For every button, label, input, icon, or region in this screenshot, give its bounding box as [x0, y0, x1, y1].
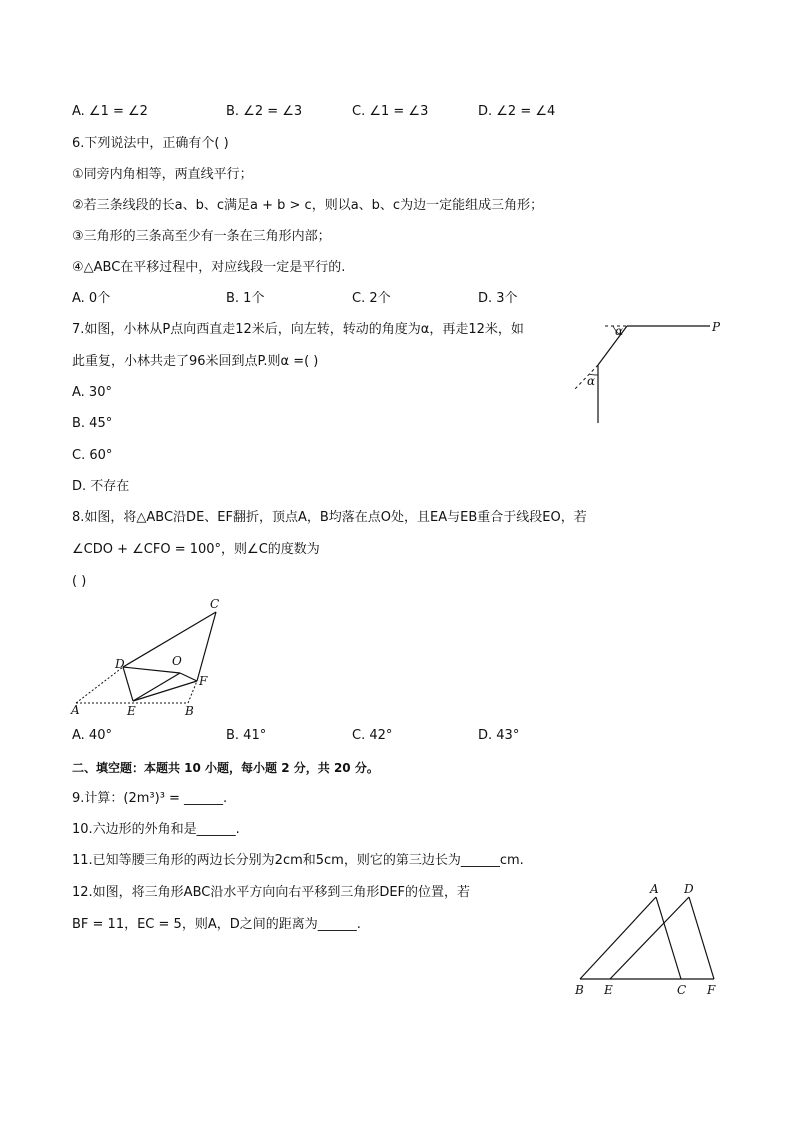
q8-label-e: E	[127, 704, 136, 718]
q6-option-c: C. 2个	[352, 291, 391, 306]
q8-segment-de	[123, 667, 133, 701]
q12-label-d: D	[684, 882, 694, 896]
q6-statement-4: ④△ABC在平移过程中，对应线段一定是平行的.	[72, 260, 346, 275]
q12-figure	[568, 880, 728, 1000]
q12-label-a: A	[650, 882, 659, 896]
q6-stem: 6.下列说法中，正确有个( )	[72, 136, 229, 151]
q12-stem-line-2: BF = 11，EC = 5，则A，D之间的距离为______.	[72, 917, 361, 932]
q12-segment-ba	[580, 897, 656, 979]
section-2-heading: 二、填空题：本题共 10 小题，每小题 2 分，共 20 分。	[72, 761, 379, 775]
q7-stem-line-1: 7.如图，小林从P点向西直走12米后，向左转，转动的角度为α，再走12米，如	[72, 322, 524, 337]
q8-option-d: D. 43°	[478, 728, 520, 743]
q8-segment-of	[180, 673, 197, 681]
q8-stem-line-2: ∠CDO + ∠CFO = 100°，则∠C的度数为	[72, 542, 320, 557]
q8-segment-dc	[123, 612, 216, 667]
q6-option-b: B. 1个	[226, 291, 265, 306]
q5-option-a: A. ∠1 = ∠2	[72, 104, 148, 119]
q7-label-p: P	[712, 320, 721, 334]
q6-statement-3: ③三角形的三条高至少有一条在三角形内部；	[72, 229, 331, 244]
q8-option-a: A. 40°	[72, 728, 112, 743]
q8-label-c: C	[210, 597, 220, 611]
q7-stem-line-2: 此重复，小林共走了96米回到点P.则α =( )	[72, 354, 319, 369]
q8-segment-cf	[197, 612, 216, 681]
q10-text: 10.六边形的外角和是______.	[72, 822, 240, 837]
q12-label-b: B	[575, 983, 584, 997]
q7-label-alpha-left: α	[587, 374, 596, 388]
q5-option-d: D. ∠2 = ∠4	[478, 104, 556, 119]
q12-label-f: F	[707, 983, 716, 997]
q12-label-c: C	[677, 983, 687, 997]
q8-segment-ef	[133, 681, 197, 701]
q8-figure	[68, 595, 228, 720]
q9-text: 9.计算：(2m³)³ = ______.	[72, 791, 228, 806]
q8-segment-eo	[133, 673, 180, 701]
q8-option-b: B. 41°	[226, 728, 267, 743]
q7-option-a: A. 30°	[72, 385, 112, 400]
q8-dotted-bf	[188, 681, 197, 703]
q11-text: 11.已知等腰三角形的两边长分别为2cm和5cm，则它的第三边长为______cm.	[72, 853, 524, 868]
q8-option-c: C. 42°	[352, 728, 393, 743]
q7-figure	[565, 315, 735, 430]
q8-dotted-ad	[76, 667, 123, 703]
q8-label-f: F	[199, 674, 208, 688]
q12-stem-line-1: 12.如图，将三角形ABC沿水平方向向右平移到三角形DEF的位置，若	[72, 885, 471, 900]
q6-option-a: A. 0个	[72, 291, 111, 306]
q5-option-b: B. ∠2 = ∠3	[226, 104, 303, 119]
q7-option-b: B. 45°	[72, 416, 113, 431]
q8-stem-line-3: ( )	[72, 574, 87, 589]
q12-label-e: E	[604, 983, 613, 997]
q6-statement-1: ①同旁内角相等，两直线平行；	[72, 167, 253, 182]
q8-label-a: A	[71, 703, 80, 717]
q7-label-alpha-top: α	[615, 324, 624, 338]
q7-option-c: C. 60°	[72, 448, 113, 463]
q6-statement-2: ②若三条线段的长a、b、c满足a + b > c，则以a、b、c为边一定能组成三角形；	[72, 198, 544, 213]
q6-option-d: D. 3个	[478, 291, 518, 306]
q8-label-d: D	[115, 657, 125, 671]
q8-label-b: B	[185, 704, 194, 718]
q12-segment-df	[689, 897, 714, 979]
q8-label-o: O	[172, 654, 182, 668]
q5-option-c: C. ∠1 = ∠3	[352, 104, 429, 119]
q7-option-d: D. 不存在	[72, 479, 130, 494]
q8-stem-line-1: 8.如图，将△ABC沿DE、EF翻折，顶点A，B均落在点O处，且EA与EB重合于线段EO，若	[72, 510, 587, 525]
